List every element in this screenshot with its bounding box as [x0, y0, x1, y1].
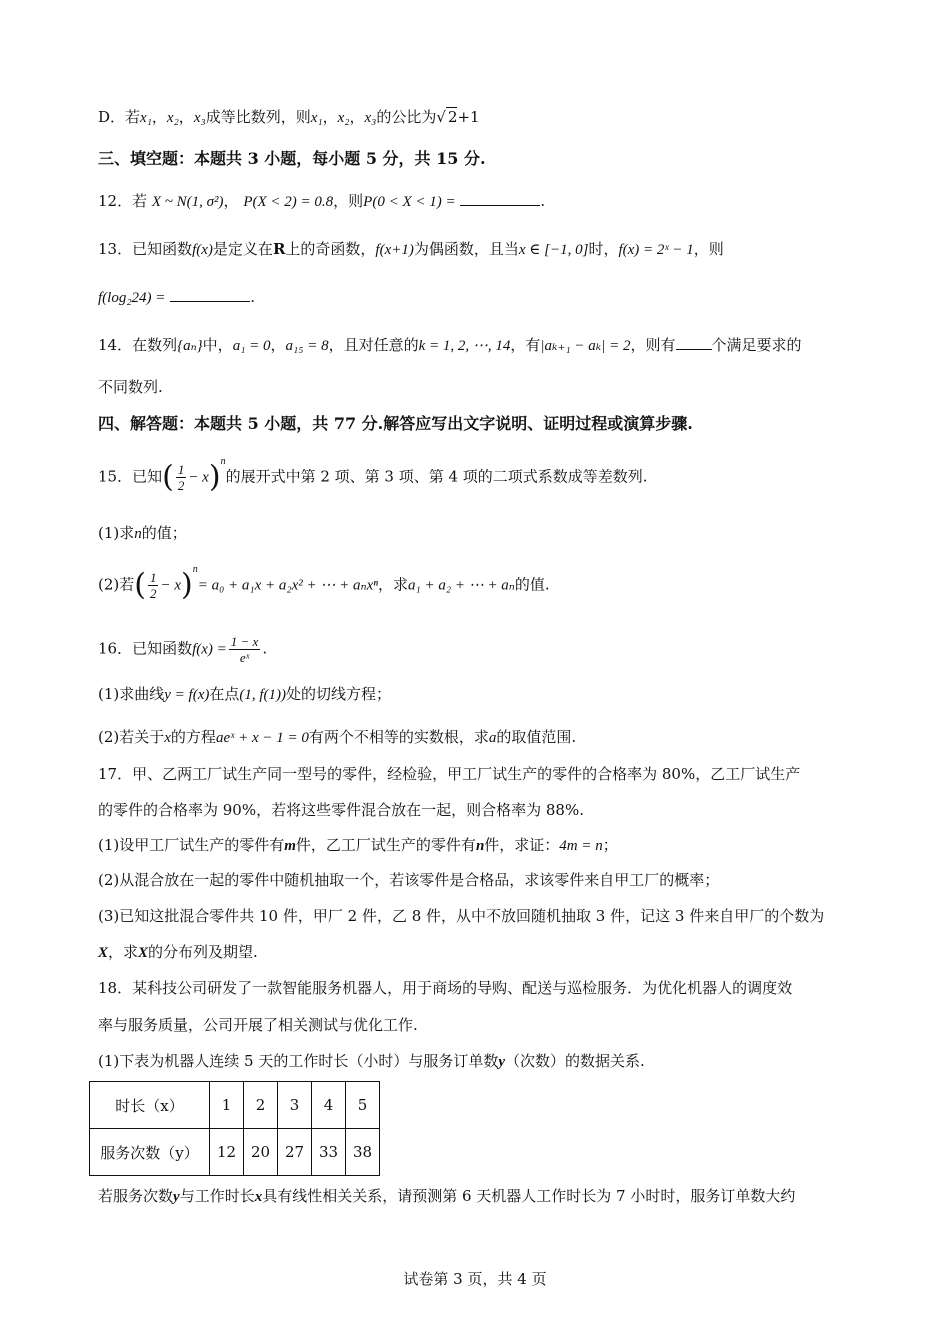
fraction-numerator: 1 — [177, 462, 185, 477]
q16-2d: 的取值范围. — [496, 728, 577, 746]
q12-prefix: 12．若 — [98, 192, 148, 210]
q12-sep: ， — [223, 192, 239, 210]
table-cell: 27 — [278, 1129, 312, 1176]
q12-end: . — [540, 192, 546, 210]
q14-prefix: 14．在数列 — [98, 336, 178, 354]
q14-b: ，且对任意的 — [328, 336, 419, 354]
fraction-numerator: 1 — [149, 570, 157, 585]
q14-d: ，则有 — [630, 336, 676, 354]
option-d-prefix: D．若 — [98, 108, 141, 126]
question-12 — [98, 190, 545, 213]
comma: ， — [178, 108, 194, 126]
option-d-mid: 成等比数列，则 — [205, 108, 311, 126]
math-fx: f(x) — [192, 242, 213, 258]
q18-1a: (1)下表为机器人连续 5 天的工作时长（小时）与服务订单数 — [98, 1052, 499, 1070]
math-x2: x₂ — [337, 110, 350, 126]
q14-e: 个满足要求的 — [711, 336, 802, 354]
q16-1b: 在点 — [209, 685, 240, 703]
q16-2a: (2)若关于 — [98, 728, 165, 746]
math-fx1: f(x+1) — [375, 242, 414, 258]
math-X: X — [98, 945, 109, 961]
fraction-denominator: 2 — [177, 478, 185, 493]
q16-2c: 有两个不相等的实数根，求 — [308, 728, 489, 746]
question-18-after-table — [98, 1185, 795, 1208]
question-16 — [98, 634, 267, 665]
q17-3b: ，求 — [108, 943, 139, 961]
question-17-line2: 的零件的合格率为 90%，若将这些零件混合放在一起，则合格率为 88%. — [98, 801, 584, 819]
section-3-heading: 三、填空题：本题共 3 小题，每小题 5 分，共 15 分. — [98, 149, 486, 168]
question-15-part1 — [98, 522, 187, 545]
math-abs: |aₖ₊₁ − aₖ| = 2 — [540, 338, 631, 354]
q18-after-c: 具有线性相关关系，请预测第 6 天机器人工作时长为 7 小时时，服务订单数大约 — [262, 1187, 796, 1205]
fraction-numerator: 1 − x — [230, 634, 259, 649]
q18-after-b: 与工作时长 — [179, 1187, 255, 1205]
minus-x: − x — [160, 577, 181, 594]
math-point: (1, f(1)) — [239, 687, 287, 703]
question-17-part2: (2)从混合放在一起的零件中随机抽取一个，若该零件是合格品，求该零件来自甲工厂的概率； — [98, 871, 720, 889]
question-17-line1: 17．甲、乙两工厂试生产同一型号的零件，经检验，甲工厂试生产的零件的合格率为 80%，乙工厂试生产 — [98, 765, 801, 783]
math-equation: aeˣ + x − 1 = 0 — [215, 730, 309, 746]
question-14-line2: 不同数列. — [98, 378, 163, 396]
answer-blank[interactable] — [170, 287, 250, 302]
comma: ， — [151, 108, 167, 126]
q16-1c: 处的切线方程； — [286, 685, 392, 703]
q18-after-a: 若服务次数 — [98, 1187, 174, 1205]
math-x3: x₃ — [364, 110, 377, 126]
math-a1: a₁ = 0 — [232, 338, 271, 354]
table-cell: 38 — [346, 1129, 380, 1176]
question-18-line2: 率与服务质量，公司开展了相关测试与优化工作. — [98, 1016, 418, 1034]
q16-2b: 的方程 — [170, 728, 216, 746]
q17-1d: ； — [602, 836, 618, 854]
q12-prob1: P(X < 2) = 0.8 — [243, 194, 334, 210]
q12-sep2: ，则 — [333, 192, 364, 210]
q13-e: ，则 — [693, 240, 724, 258]
math-an: {aₙ} — [177, 338, 203, 354]
math-x-range: x ∈ [−1, 0] — [518, 242, 589, 258]
q18-1b: （次数）的数据关系. — [505, 1052, 645, 1070]
table-cell: 20 — [244, 1129, 278, 1176]
plus-one: +1 — [457, 108, 480, 126]
q12-prob2: P(0 < X < 1) = — [363, 194, 456, 210]
math-m: m — [284, 838, 296, 854]
exponent-n: n — [220, 455, 226, 467]
math-flog: f(log₂24) = — [98, 290, 166, 306]
table-cell: 12 — [210, 1129, 244, 1176]
table-cell: 5 — [346, 1082, 380, 1129]
q15-suffix: 的展开式中第 2 项、第 3 项、第 4 项的二项式系数成等差数列. — [225, 467, 648, 486]
q15-1-suffix: 的值； — [141, 524, 187, 542]
question-18-part1 — [98, 1050, 645, 1073]
q17-1b: 件，乙工厂试生产的零件有 — [295, 836, 476, 854]
question-17-part3-line2 — [98, 941, 258, 964]
q13-c: 为偶函数，且当 — [413, 240, 519, 258]
answer-blank[interactable] — [676, 335, 712, 350]
q13-b: 上的奇函数， — [285, 240, 376, 258]
question-16-part1 — [98, 683, 391, 706]
q17-3c: 的分布列及期望. — [148, 943, 258, 961]
q13-end: . — [250, 288, 255, 306]
table-header-cell: 时长（x） — [90, 1082, 210, 1129]
question-13 — [98, 238, 724, 261]
math-y: y — [173, 1189, 180, 1205]
question-16-part2 — [98, 726, 576, 749]
math-4m-eq-n: 4m = n — [559, 838, 603, 854]
q15-1-prefix: (1)求 — [98, 524, 135, 542]
fraction-f16 — [229, 634, 261, 665]
q13-a: 是定义在 — [212, 240, 273, 258]
math-X: X — [138, 945, 149, 961]
question-15 — [98, 455, 648, 495]
math-x: x — [164, 730, 171, 746]
question-13-line2 — [98, 286, 255, 309]
sqrt-value: 2 — [447, 108, 458, 126]
math-a: a — [488, 730, 497, 746]
question-17-part1 — [98, 834, 618, 857]
math-n: n — [134, 526, 142, 542]
math-x1: x₁ — [310, 110, 323, 126]
question-18-line1: 18．某科技公司研发了一款智能服务机器人，用于商场的导购、配送与巡检服务．为优化机器人的调度效 — [98, 979, 793, 997]
data-table — [89, 1081, 380, 1176]
right-paren: ) — [208, 459, 221, 495]
math-fx-def: f(x) = 2ˣ − 1 — [618, 242, 694, 258]
option-d — [98, 106, 480, 129]
question-15-part2 — [98, 563, 550, 603]
left-paren: ( — [162, 459, 174, 495]
table-header-cell: 服务次数（y） — [90, 1129, 210, 1176]
q15-2-end: 的值. — [514, 575, 550, 594]
math-y: y — [498, 1054, 506, 1070]
table-cell: 1 — [210, 1082, 244, 1129]
question-14 — [98, 334, 802, 357]
q15-2-prefix: (2)若 — [98, 575, 135, 594]
q17-1a: (1)设甲工厂试生产的零件有 — [98, 836, 285, 854]
q17-1c: 件，求证： — [484, 836, 560, 854]
question-17-part3: (3)已知这批混合零件共 10 件，甲厂 2 件，乙 8 件，从中不放回随机抽取 3 件，记这 3 件来自甲厂的个数为 — [98, 907, 825, 925]
table-cell: 33 — [312, 1129, 346, 1176]
comma: ， — [322, 108, 338, 126]
right-paren: ) — [181, 567, 193, 603]
table-cell: 3 — [278, 1082, 312, 1129]
page-footer: 试卷第 3 页，共 4 页 — [403, 1270, 547, 1288]
q16-1a: (1)求曲线 — [98, 685, 165, 703]
math-x: x — [254, 1189, 263, 1205]
minus-x: − x — [188, 469, 209, 486]
left-paren: ( — [134, 567, 146, 603]
table-cell: 4 — [312, 1082, 346, 1129]
comma: ， — [270, 336, 286, 354]
q14-a: 中， — [202, 336, 233, 354]
fraction-denominator: 2 — [149, 586, 157, 601]
q15-prefix: 15．已知 — [98, 467, 163, 486]
math-curve: y = f(x) — [164, 687, 210, 703]
math-x1: x₁ — [140, 110, 152, 126]
q15-2-mid: ，求 — [378, 575, 409, 594]
table-row — [90, 1129, 380, 1176]
q13-prefix: 13．已知函数 — [98, 240, 193, 258]
exponent-n: n — [192, 563, 198, 575]
q13-d: 时， — [588, 240, 619, 258]
q14-c: ，有 — [510, 336, 541, 354]
comma: ， — [349, 108, 365, 126]
q12-distribution: X ~ N(1, σ²) — [151, 194, 224, 210]
math-f16-lhs: f(x) = — [192, 641, 227, 658]
q16-prefix: 16．已知函数 — [98, 639, 193, 658]
math-n: n — [475, 838, 485, 854]
math-k-range: k = 1, 2, ⋯, 14 — [418, 338, 511, 354]
fraction-half — [148, 570, 159, 601]
fraction-half — [176, 462, 187, 493]
table-row — [90, 1082, 380, 1129]
section-4-heading: 四、解答题：本题共 5 小题，共 77 分.解答应写出文字说明、证明过程或演算步骤. — [98, 414, 693, 433]
table-cell: 2 — [244, 1082, 278, 1129]
math-sum: a₁ + a₂ + ⋯ + aₙ — [408, 577, 515, 594]
answer-blank[interactable] — [460, 191, 540, 206]
fraction-denominator: eˣ — [239, 650, 250, 665]
real-numbers-symbol: R — [272, 240, 286, 258]
sqrt-symbol: √ — [436, 108, 446, 126]
math-x3: x₃ — [193, 110, 206, 126]
math-a15: a₁₅ = 8 — [285, 338, 329, 354]
math-expansion: = a₀ + a₁x + a₂x² + ⋯ + aₙxⁿ — [197, 577, 378, 594]
q16-end: . — [262, 639, 268, 658]
math-x2: x₂ — [166, 110, 179, 126]
option-d-suffix: 的公比为 — [376, 108, 437, 126]
